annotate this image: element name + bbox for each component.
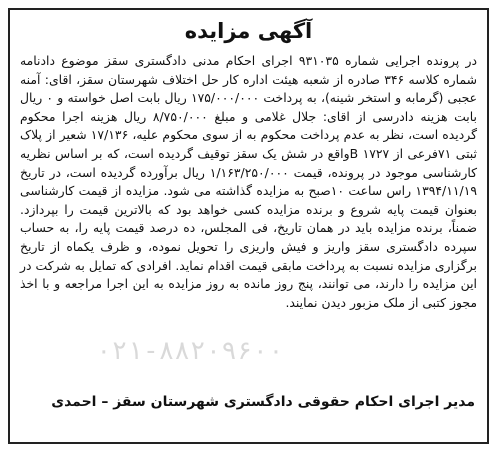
notice-title: آگهی مزایده bbox=[184, 19, 313, 43]
notice-body: در پرونده اجرایی شماره ۹۳۱۰۳۵ اجرای احکام مدنی دادگستری سقز موضوع دادنامه شماره کلاسه ۳۴۶ صادره از شعبه هیئت اداره کار حل اختلاف شهرستان سقز، اقای: آمنه عجبی (گرمابه و استخر شینه)، به پرداخت ۱۷۵/۰۰۰/۰۰۰ ریال بابت اصل خواسته و ۰ ریال بابت هزینه دادرسی از اقای: جلال غلامی و مبلغ ۸/۷۵۰/۰۰۰ ریال هزینه اجرا محکوم گردیده است، نظر به عدم پرداخت محکوم به از سوی محکوم علیه، ۱۷/۱۳۶ شعیر از پلاک ثبتی ۷۱فرعی از ۱۷۲۷ Bواقع در شش یک سقز توقیف گردیده است، که بر اساس نظریه کارشناسی موجود در پرونده، قیمت ۱/۱۶۳/۲۵۰/۰۰۰ ریال برآورده گردیده است، در تاریخ ۱۳۹۴/۱۱/۱۹ راس ساعت ۱۰صبح به مزایده گذاشته می شود. مزایده از قیمت کارشناسی بعنوان قیمت پایه شروع و برنده مزایده کسی خواهد بود که بالاترین قیمت را بپردازد. ضمناً، برنده مزایده باید در همان تاریخ، فی المجلس، ده درصد قیمت پایه را، به حساب سپرده دادگستری سقز واریز و فیش واریزی را تحویل نموده، و ظرف یکماه از تاریخ برگزاری مزایده نسبت به پرداخت مابقی قیمت اقدام نماید. افرادی که تمایل به شرکت در این مزایده را دارند، می توانند، پنج روز مانده به روز مزایده به این اجرا مراجعه و با اخذ مجوز کتبی از ملک مزبور دیدن نمایند. bbox=[20, 53, 478, 310]
auction-notice bbox=[8, 8, 489, 444]
faint-watermark: ۰۲۱-۸۸۲۰۹۶۰۰ bbox=[96, 336, 284, 366]
notice-signature: مدیر اجرای احکام حقوقی دادگستری شهرستان سقز – احمدی bbox=[51, 394, 475, 410]
